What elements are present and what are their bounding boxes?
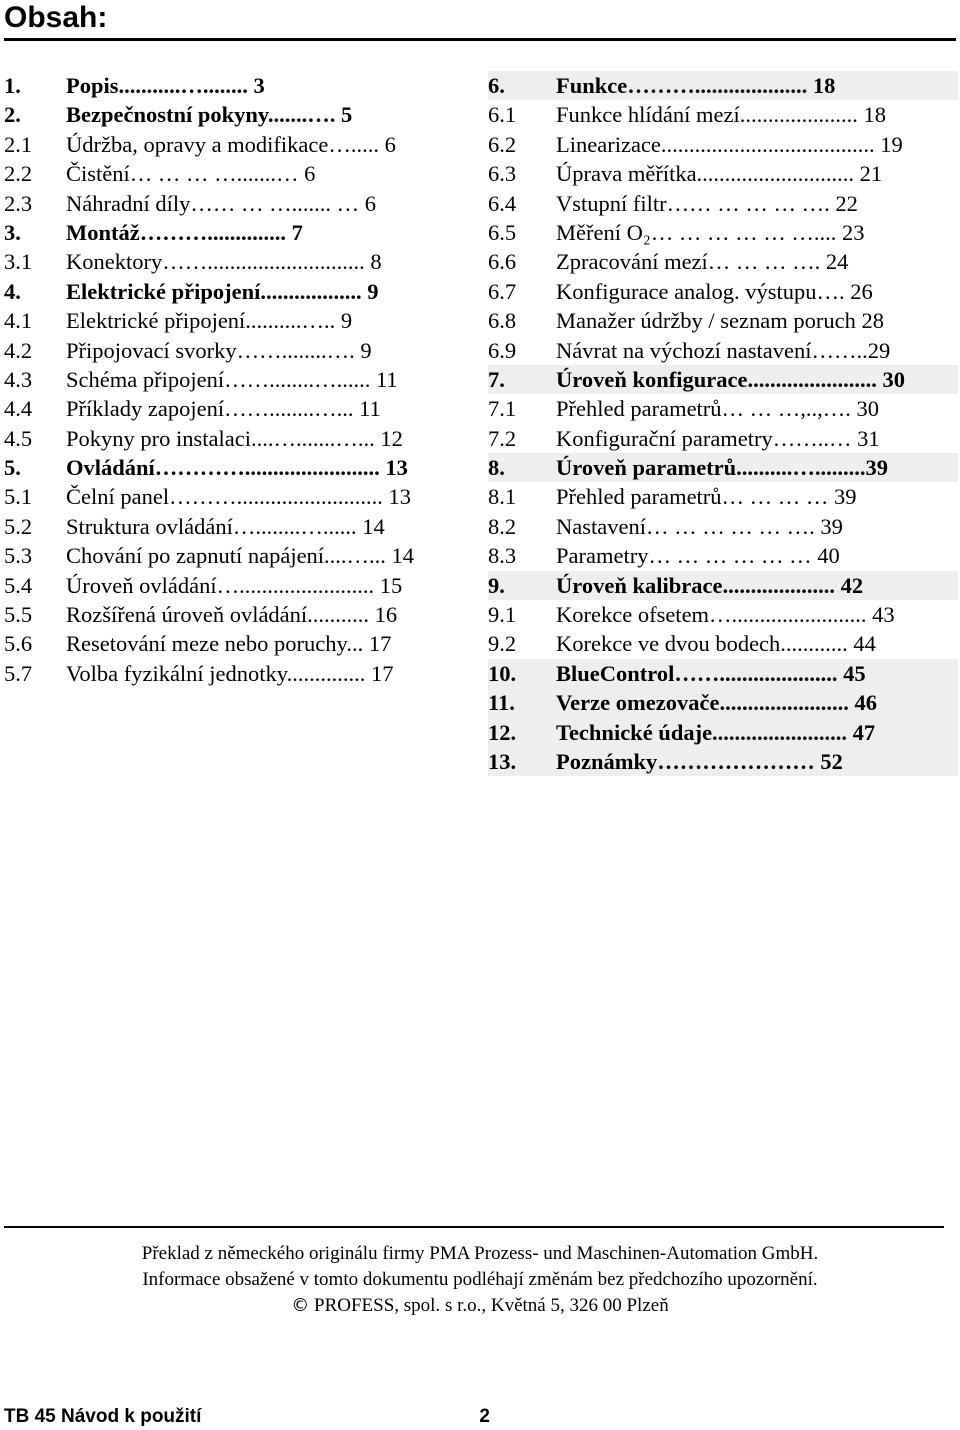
copyright-icon: © [291,1295,310,1316]
toc-entry-title: Funkce hlídání mezí..................... 18 [556,102,886,128]
toc-entry [4,659,446,688]
toc-entry-title: Funkce……….................... 18 [556,73,836,98]
toc-entry-number: 6.6 [488,249,517,275]
toc-entry-number: 4.1 [4,308,33,334]
toc-entry-title: Ovládání…………........................ 13 [66,455,408,481]
toc-entry-title: Resetování meze nebo poruchy... 17 [66,631,392,657]
toc-entry [488,71,958,100]
toc-entry-number: 11. [488,690,515,716]
toc-entry-title: Úroveň konfigurace....................... 30 [556,366,905,392]
toc-entry [4,365,446,394]
toc-entry-title: Náhradní díly…… … …....... … 6 [66,190,376,216]
toc-entry-title: Konfigurace analog. výstupu…. 26 [556,278,873,304]
toc-entry-number: 8.1 [488,484,517,510]
toc-entry-title: Úroveň kalibrace.................... 42 [556,572,864,598]
toc-entry [4,336,446,365]
toc-entry-title: Struktura ovládání…........…...... 14 [66,513,385,539]
toc-entry [488,424,958,453]
toc-entry-number: 9.1 [488,602,517,628]
toc-entry-number: 3. [4,219,21,245]
toc-entry-title: Konektory……............................ 8 [66,249,382,275]
toc-entry-number: 2.1 [4,131,33,157]
toc-entry-title: Přehled parametrů… … …,..,…. 30 [556,396,880,422]
toc-entry [488,365,958,394]
toc-entry [488,512,958,541]
toc-entry-title: Verze omezovače....................... 46 [556,690,877,716]
toc-entry [488,306,958,335]
toc-entry-title: Bezpečnostní pokyny.......…. 5 [66,102,353,128]
toc-entry-title: Elektrické připojení.................. 9 [66,278,379,304]
toc-entry-title: Poznámky………………… 52 [556,748,843,774]
toc-entry [4,247,446,276]
toc-entry-title: Nastavení… … … … … …. 39 [556,513,843,539]
toc-entry [488,218,958,247]
footer [0,1241,960,1319]
toc-entry [488,130,958,159]
toc-right-column [488,71,958,776]
toc-entry [4,159,446,188]
toc-entry [488,394,958,423]
toc-entry [4,218,446,247]
toc-entry [488,718,958,747]
toc-entry [488,541,958,570]
toc-entry-number: 13. [488,748,517,774]
toc-entry-number: 5.2 [4,513,33,539]
toc-entry-number: 6.9 [488,337,517,363]
toc-entry-title: BlueControl……..................... 45 [556,660,866,686]
toc-entry [488,482,958,511]
toc-entry-number: 5.3 [4,543,33,569]
toc-entry-number: 6.1 [488,102,517,128]
toc-entry [4,424,446,453]
footer-copyright [0,1293,960,1319]
footer-divider [4,1226,944,1228]
toc-entry [488,629,958,658]
toc-entry-title: Úroveň parametrů..........….........39 [556,455,889,481]
toc-entry-title: Rozšířená úroveň ovládání........... 16 [66,602,398,628]
toc-entry-number: 2.2 [4,161,33,187]
toc-entry-number: 2.3 [4,190,33,216]
toc-entry-title: Přehled parametrů… … … … 39 [556,484,857,510]
toc-entry-number: 5. [4,455,21,481]
page-footer-bar [4,1402,490,1430]
toc-entry-title: Schéma připojení……........…...... 11 [66,366,398,392]
toc-entry-title: Úroveň ovládání…........................ 15 [66,572,403,598]
toc-entry [488,453,958,482]
toc-entry-number: 6.2 [488,131,517,157]
toc-entry-number: 5.5 [4,602,33,628]
toc-entry-title: Zpracování mezí… … … …. 24 [556,249,849,275]
toc-entry-title: Korekce ve dvou bodech............ 44 [556,631,876,657]
toc-entry-number: 1. [4,73,21,98]
toc-entry-number: 6.3 [488,161,517,187]
toc-entry-number: 4. [4,278,21,304]
toc-entry-number: 7. [488,366,505,392]
page-number: 2 [479,1406,490,1427]
toc-entry [4,453,446,482]
toc-entry [488,688,958,717]
toc-entry [4,306,446,335]
document-label: TB 45 Návod k použití [4,1406,202,1427]
toc-entry-title: Čelní panel……….......................... 13 [66,484,411,510]
toc-entry [488,571,958,600]
toc-entry-number: 9.2 [488,631,517,657]
toc-entry [488,100,958,129]
toc-entry-title: Návrat na výchozí nastavení……..29 [556,337,891,363]
toc-entry-title: Korekce ofsetem…........................ 43 [556,602,895,628]
toc-entry-title: Parametry… … … … … … 40 [556,543,840,569]
toc-left-column [4,71,446,688]
toc-entry [488,659,958,688]
toc-entry [488,247,958,276]
toc-entry-number: 9. [488,572,505,598]
toc-entry-title: Připojovací svorky……........…. 9 [66,337,372,363]
toc-entry-number: 6.8 [488,308,517,334]
toc-entry-number: 3.1 [4,249,33,275]
toc-entry [488,336,958,365]
toc-entry-title: Elektrické připojení..........….. 9 [66,308,353,334]
toc-entry [4,482,446,511]
toc-entry [488,600,958,629]
toc-entry [4,394,446,423]
toc-entry-title: Čistění… … … ….......… 6 [66,161,316,187]
toc-entry-number: 7.2 [488,425,517,451]
toc-entry-title: Popis...........…........ 3 [66,73,265,98]
page-title: Obsah: [4,1,108,34]
footer-disclaimer: Informace obsažené v tomto dokumentu podléhají změnám bez předchozího upozornění. [142,1269,818,1290]
toc-entry-title: Montáž……….............. 7 [66,219,303,245]
toc-entry-number: 8.2 [488,513,517,539]
toc-entry-number: 4.4 [4,396,33,422]
toc-entry [4,600,446,629]
toc-entry-title: Linearizace...................................... 19 [556,131,903,157]
toc-entry [4,100,446,129]
toc-entry-number: 6.4 [488,190,517,216]
toc-entry [488,189,958,218]
toc-entry [4,71,446,100]
toc-entry-number: 10. [488,660,517,686]
footer-translation-note: Překlad z německého originálu firmy PMA Prozess- und Maschinen-Automation GmbH. [141,1243,819,1264]
toc-entry [4,541,446,570]
toc-entry-number: 4.5 [4,425,33,451]
toc-entry-title: Volba fyzikální jednotky.............. 17 [66,660,394,686]
toc-entry-title: Manažer údržby / seznam poruch 28 [556,308,884,334]
toc-entry [488,277,958,306]
toc-entry-number: 6.7 [488,278,517,304]
toc-entry-title: Úprava měřítka............................ 21 [556,161,883,187]
toc-entry-number: 12. [488,719,517,745]
toc-entry-number: 8. [488,455,505,481]
toc-entry-number: 6. [488,73,505,98]
toc-entry [4,189,446,218]
toc-entry-number: 7.1 [488,396,517,422]
toc-entry-title: Měření O₂… … … … … ….... 23 [556,219,865,245]
toc-entry-title: Pokyny pro instalaci....….......…... 12 [66,425,403,451]
toc-entry [488,159,958,188]
toc-entry [4,277,446,306]
toc-entry [4,571,446,600]
toc-entry-number: 5.1 [4,484,33,510]
toc-entry-title: Technické údaje........................ 47 [556,719,876,745]
toc-entry-title: Údržba, opravy a modifikace…..... 6 [66,131,396,157]
toc-entry-number: 5.4 [4,572,33,598]
toc-entry-number: 5.6 [4,631,33,657]
toc-entry-number: 6.5 [488,219,517,245]
toc-entry [4,629,446,658]
toc-entry [4,130,446,159]
toc-entry-title: Chování po zapnutí napájení....…... 14 [66,543,415,569]
toc-entry [488,747,958,776]
toc-entry-number: 4.2 [4,337,33,363]
toc-entry-title: Vstupní filtr…… … … … …. 22 [556,190,858,216]
toc-entry-number: 5.7 [4,660,33,686]
footer-address: PROFESS, spol. s r.o., Květná 5, 326 00 Plzeň [309,1295,669,1316]
toc-entry-title: Konfigurační parametry……..… 31 [556,425,880,451]
toc-entry-number: 2. [4,102,21,128]
toc-entry [4,512,446,541]
toc-entry-number: 4.3 [4,366,33,392]
toc-entry-number: 8.3 [488,543,517,569]
toc-entry-title: Příklady zapojení……........…... 11 [66,396,381,422]
title-divider [4,38,956,41]
